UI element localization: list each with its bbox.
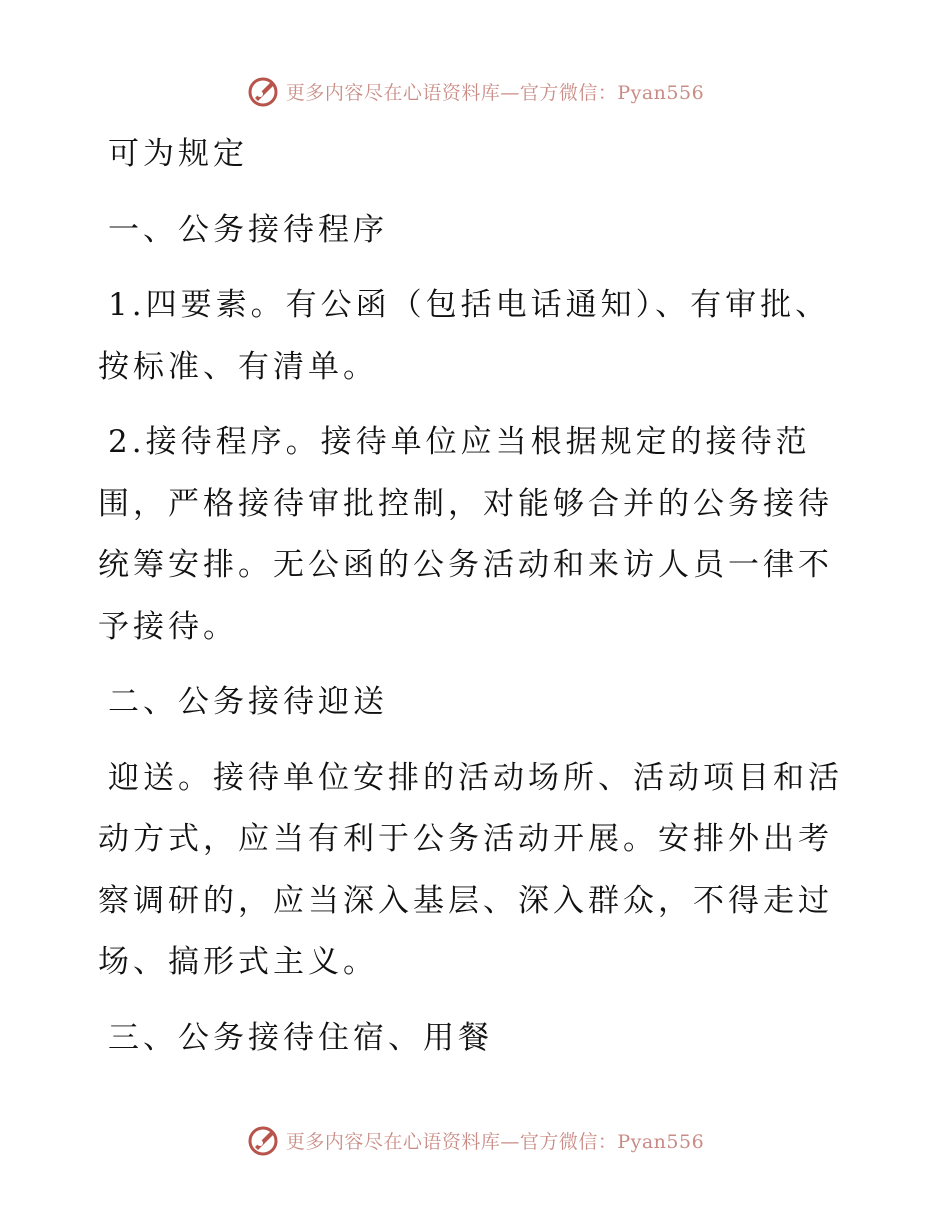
pen-seal-icon xyxy=(246,74,280,108)
paragraph: 可为规定 xyxy=(108,136,248,172)
pen-seal-icon xyxy=(246,1123,280,1157)
footer-watermark-text: 更多内容尽在心语资料库—官方微信：Pyan556 xyxy=(285,1130,705,1153)
footer-watermark xyxy=(0,1120,950,1160)
header-watermark-text: 更多内容尽在心语资料库—官方微信：Pyan556 xyxy=(285,81,705,104)
paragraph: 迎送。接待单位安排的活动场所、活动项目和活动方式，应当有利于公务活动开展。安排外出考察调研的，应当深入基层、深入群众，不得走过场、搞形式主义。 xyxy=(98,759,843,980)
header-watermark xyxy=(0,71,950,111)
paragraph: 1.四要素。有公函（包括电话通知）、有审批、按标准、有清单。 xyxy=(98,287,831,385)
section-heading: 三、公务接待住宿、用餐 xyxy=(108,1019,493,1056)
section-heading: 二、公务接待迎送 xyxy=(108,684,388,720)
document-body xyxy=(98,124,858,1083)
paragraph: 2.接待程序。接待单位应当根据规定的接待范围，严格接待审批控制，对能够合并的公务接待统筹安排。无公函的公务活动和来访人员一律不予接待。 xyxy=(98,424,833,645)
section-heading: 一、公务接待程序 xyxy=(108,211,388,248)
